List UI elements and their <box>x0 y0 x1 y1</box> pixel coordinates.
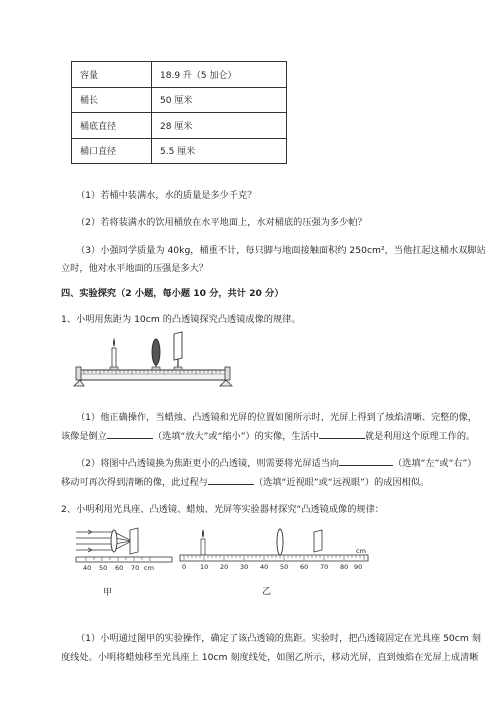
unit-label: cm <box>356 547 366 555</box>
screen-icon <box>130 528 138 554</box>
problem-1-intro: 1、小明用焦距为 10cm 的凸透镜探究凸透镜成像的规律。 <box>61 314 301 325</box>
problem-1-q1-line-2 <box>61 428 475 442</box>
problem-1-q1-line-1: （1）他正确操作，当蜡烛、凸透镜和光屏的位置如图所示时，光屏上得到了烛焰清晰、完整的像， <box>76 412 477 423</box>
question-3-line-1: （3）小强同学质量为 40kg，桶重不计，每只脚与地面接触面积约 250cm²，当他扛起这桶水双脚站 <box>76 245 486 256</box>
table-row <box>72 62 287 88</box>
screen-icon <box>174 332 182 370</box>
section-title: 四、实验探究（2 小题，每小题 10 分，共计 20 分） <box>61 288 284 299</box>
candle-icon <box>110 338 118 370</box>
question-3-line-2: 立时，他对水平地面的压强是多大？ <box>61 263 208 274</box>
lens-icon <box>152 339 160 370</box>
q2-text-c: 移动可再次得到清晰的像，此过程与 <box>61 477 208 488</box>
tick-label: 30 <box>240 563 249 571</box>
problem-2-intro: 2、小明利用光具座、凸透镜、蜡烛、光屏等实验器材探究“凸透镜成像的规律： <box>61 504 384 515</box>
problem-2-q1-line-2: 度线处。小明将蜡烛移至光具座上 10cm 刻度线处，如图乙所示，移动光屏，直到烛焰在光屏上成清晰 <box>61 652 479 663</box>
tick-label: 60 <box>115 564 124 572</box>
screen-icon <box>314 530 322 552</box>
table-row <box>72 113 287 139</box>
q1-text-a: 该像是倒立 <box>61 431 107 442</box>
bench-left-leg <box>74 380 84 386</box>
candle-icon <box>201 529 205 555</box>
tick-label: 70 <box>320 563 329 571</box>
table-key: 桶长 <box>72 87 152 113</box>
q2-text-b: （选填“左”或“右”） <box>393 458 477 469</box>
q2-text-a: （2）将图中凸透镜换为焦距更小的凸透镜，则需要将光屏适当向 <box>76 458 340 469</box>
table-key: 容量 <box>72 62 152 88</box>
tick-label: 40 <box>83 564 92 572</box>
tick-label: 50 <box>280 563 289 571</box>
lens-icon <box>111 530 117 552</box>
table-key: 桶底直径 <box>72 113 152 139</box>
answer-blank[interactable] <box>319 429 365 439</box>
figure-a-parallel-light <box>74 526 174 574</box>
tick-label: 90 <box>354 563 363 571</box>
tick-label: 20 <box>220 563 229 571</box>
spec-table <box>71 61 287 164</box>
table-value: 5.5 厘米 <box>152 138 287 164</box>
tick-label: 70 <box>131 564 140 572</box>
figure-a-caption: 甲 <box>103 588 113 598</box>
table-row <box>72 87 287 113</box>
figure-b-caption: 乙 <box>262 587 272 597</box>
tick-label: 40 <box>260 563 269 571</box>
q1-text-b: （选填“放大”或“缩小”）的实像，生活中 <box>152 431 319 442</box>
answer-blank[interactable] <box>208 475 254 485</box>
problem-2-q1-line-1: （1）小明通过图甲的实验操作，确定了该凸透镜的焦距。实验时，把凸透镜固定在光具座 50cm 刻 <box>76 633 481 644</box>
tick-label: 10 <box>200 563 209 571</box>
light-rays <box>76 530 132 552</box>
tick-label: cm <box>144 564 154 572</box>
lens-icon <box>277 529 283 555</box>
answer-blank[interactable] <box>339 456 393 466</box>
table-value: 28 厘米 <box>152 113 287 139</box>
q2-text-d: （选填“近视眼”或“远视眼”）的成因相似。 <box>254 477 430 488</box>
table-value: 50 厘米 <box>152 87 287 113</box>
optical-bench-figure <box>72 330 234 388</box>
q1-text-c: 就是利用这个原理工作的。 <box>364 431 476 442</box>
answer-blank[interactable] <box>107 429 153 439</box>
tick-label: 80 <box>340 563 349 571</box>
question-2: （2）若将装满水的饮用桶放在水平地面上，水对桶底的压强为多少帕？ <box>76 217 367 228</box>
problem-1-q2-line-1 <box>76 455 476 469</box>
tick-label: 0 <box>182 563 187 571</box>
tick-label: 60 <box>300 563 309 571</box>
bench-right-leg <box>220 380 232 386</box>
table-key: 桶口直径 <box>72 138 152 164</box>
problem-1-q2-line-2 <box>61 474 429 488</box>
figure-b-setup <box>178 526 372 576</box>
table-value: 18.9 升（5 加仑） <box>152 62 287 88</box>
tick-label: 50 <box>99 564 108 572</box>
ruler <box>76 557 172 562</box>
table-row <box>72 138 287 164</box>
question-1: （1）若桶中装满水，水的质量是多少千克？ <box>76 190 257 201</box>
